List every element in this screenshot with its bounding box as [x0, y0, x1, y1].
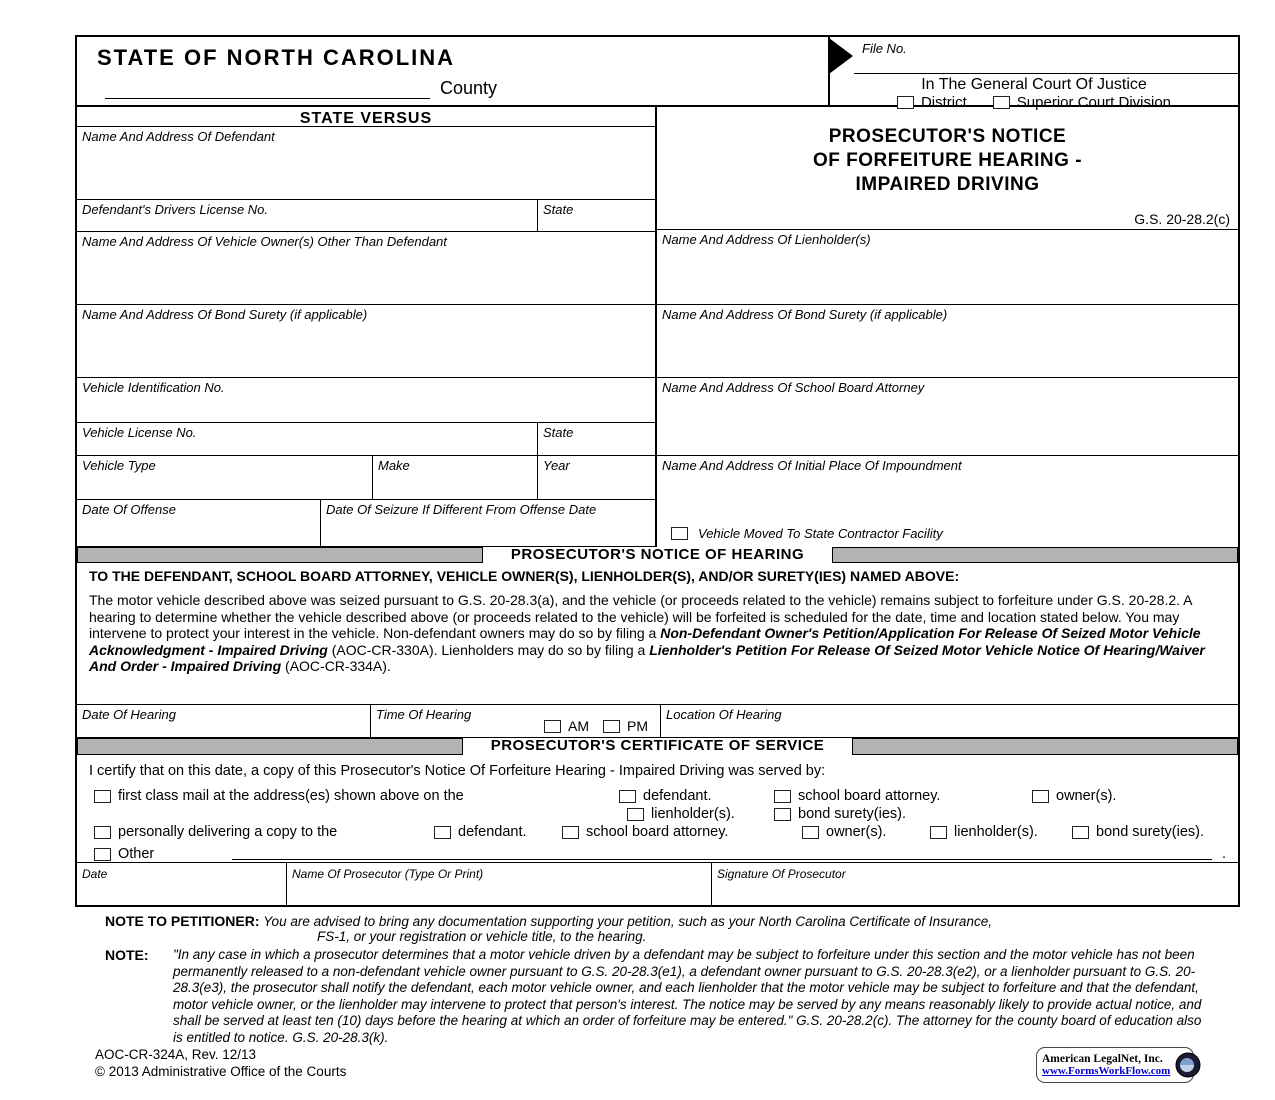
- date-seizure-field[interactable]: [320, 500, 655, 546]
- notice-heading: TO THE DEFENDANT, SCHOOL BOARD ATTORNEY, VEHICLE OWNER(S), LIENHOLDER(S), AND/OR SURETY(IES) NAMED ABOVE:: [89, 568, 960, 585]
- band2-gray-left: [77, 738, 463, 755]
- signature-row: [77, 863, 1238, 905]
- vehicle-moved-group: [671, 526, 943, 541]
- vehicle-type-row: [77, 456, 655, 500]
- certificate-of-service-section: [77, 755, 1238, 863]
- location-of-hearing-label: Location Of Hearing: [666, 707, 782, 723]
- personal-defendant-checkbox[interactable]: [434, 826, 451, 839]
- form-title-line3: IMPAIRED DRIVING: [855, 173, 1040, 195]
- pm-checkbox[interactable]: [603, 720, 620, 733]
- location-of-hearing-field[interactable]: [661, 705, 1238, 737]
- date-seizure-label: Date Of Seizure If Different From Offense Date: [326, 501, 597, 517]
- form-title-block: [657, 107, 1238, 230]
- am-label: AM: [568, 718, 589, 735]
- date-of-hearing-field[interactable]: [77, 705, 371, 737]
- other-label: Other: [118, 846, 155, 863]
- drivers-license-state-label: State: [543, 201, 574, 217]
- certificate-of-service-band: [77, 738, 1238, 755]
- other-period: .: [1221, 846, 1226, 863]
- first-class-mail-checkbox[interactable]: [94, 790, 111, 803]
- defendant-name-address-label: Name And Address Of Defendant: [82, 128, 275, 144]
- note-label: NOTE:: [105, 947, 149, 963]
- copyright-line: © 2013 Administrative Office of the Courts: [95, 1064, 347, 1079]
- state-title: STATE OF NORTH CAROLINA: [97, 45, 456, 70]
- note-to-petitioner-line1: [105, 913, 1220, 929]
- impoundment-field[interactable]: [657, 456, 1238, 547]
- personal-owners-label: owner(s).: [826, 824, 887, 841]
- drivers-license-row: [77, 200, 655, 232]
- date-offense-label: Date Of Offense: [82, 501, 176, 517]
- vehicle-license-field[interactable]: [77, 423, 537, 455]
- notice-text-block: [77, 563, 1238, 705]
- personal-delivery-label: personally delivering a copy to the: [118, 824, 338, 841]
- header-right: [830, 37, 1238, 111]
- notice-form2-name: Lienholder's Petition For Release Of Seized Motor Vehicle Notice Of Hearing/Waiver And Order - Impaired Driving: [89, 641, 1205, 675]
- form-header: [77, 37, 1238, 111]
- first-class-mail-label: first class mail at the address(es) shown above on the: [118, 788, 464, 805]
- notice-paragraph: [89, 592, 1226, 675]
- personal-school-board-label: school board attorney.: [586, 824, 729, 841]
- drivers-license-state-field[interactable]: [537, 200, 655, 231]
- county-label: County: [440, 77, 498, 98]
- legalnet-name: American LegalNet, Inc.: [1042, 1053, 1163, 1065]
- year-label: Year: [543, 457, 570, 473]
- drivers-license-label: Defendant's Drivers License No.: [82, 201, 269, 217]
- time-of-hearing-label: Time Of Hearing: [376, 707, 472, 723]
- statutory-note-row: [105, 947, 1220, 1046]
- court-line: In The General Court Of Justice: [921, 76, 1147, 93]
- date-of-hearing-label: Date Of Hearing: [82, 707, 176, 723]
- header-left: [77, 37, 830, 105]
- personal-bond-sureties-label: bond surety(ies).: [1096, 824, 1204, 841]
- mail-bond-sureties-label: bond surety(ies).: [798, 806, 906, 823]
- mail-defendant-checkbox[interactable]: [619, 790, 636, 803]
- other-service-row: [89, 846, 1226, 862]
- prosecutor-name-field[interactable]: [287, 863, 712, 905]
- vehicle-license-label: Vehicle License No.: [82, 424, 197, 440]
- file-no-label: File No.: [862, 41, 907, 56]
- mail-bond-sureties-checkbox[interactable]: [774, 808, 791, 821]
- personal-lienholders-label: lienholder(s).: [954, 824, 1038, 841]
- ampm-group: [544, 718, 648, 734]
- vehicle-license-row: [77, 423, 655, 456]
- notice-para-2: (AOC-CR-330A). Lienholders may do so by filing a: [327, 641, 650, 658]
- right-column: [655, 107, 1238, 547]
- signature-date-field[interactable]: [77, 863, 287, 905]
- date-offense-row: [77, 500, 655, 547]
- note-to-petitioner-label: NOTE TO PETITIONER:: [105, 913, 260, 929]
- vehicle-type-label: Vehicle Type: [82, 457, 156, 473]
- bond-surety-right-field[interactable]: [657, 305, 1238, 378]
- lienholder-label: Name And Address Of Lienholder(s): [662, 231, 871, 247]
- note-to-petitioner-text1: You are advised to bring any documentation supporting your petition, such as your North Carolina Certificate of Insurance,: [263, 914, 992, 929]
- notice-form1-name: Non-Defendant Owner's Petition/Application For Release Of Seized Motor Vehicle Acknowledgment - Impaired Driving: [89, 625, 1201, 658]
- notice-of-hearing-band: [77, 547, 1238, 564]
- legalnet-url-link[interactable]: www.FormsWorkFlow.com: [1042, 1065, 1171, 1077]
- state-versus-heading: STATE VERSUS: [77, 107, 655, 127]
- other-checkbox[interactable]: [94, 848, 111, 861]
- other-input-blank[interactable]: [232, 846, 1212, 860]
- vehicle-license-state-field[interactable]: [537, 423, 655, 455]
- statute-reference: G.S. 20-28.2(c): [1134, 210, 1230, 227]
- lienholder-field[interactable]: [657, 230, 1238, 305]
- prosecutor-signature-label: Signature Of Prosecutor: [717, 867, 846, 882]
- make-label: Make: [378, 457, 410, 473]
- service-band-title: PROSECUTOR'S CERTIFICATE OF SERVICE: [490, 737, 825, 755]
- form-title-line2: OF FORFEITURE HEARING -: [812, 149, 1083, 171]
- personal-owners-checkbox[interactable]: [802, 826, 819, 839]
- band-gray-left: [77, 547, 483, 564]
- band-gray-right: [832, 547, 1238, 564]
- personal-lienholders-checkbox[interactable]: [930, 826, 947, 839]
- drivers-license-field[interactable]: [77, 200, 537, 231]
- vin-field[interactable]: [77, 378, 655, 423]
- time-of-hearing-field[interactable]: [371, 705, 661, 737]
- school-board-attorney-label: Name And Address Of School Board Attorney: [662, 379, 925, 395]
- bond-surety-left-label: Name And Address Of Bond Surety (if applicable): [82, 306, 368, 322]
- county-input-blank[interactable]: [105, 81, 430, 99]
- hearing-row: [77, 705, 1238, 738]
- form-footer: [95, 1046, 346, 1080]
- prosecutor-name-label: Name Of Prosecutor (Type Or Print): [292, 867, 484, 882]
- notice-para-1: The motor vehicle described above was seized pursuant to G.S. 20-28.3(a), and the vehicle (or proceeds related to the vehicle) remains subject to forfeiture under G.S. 20-28.2. A hearing to determine whether the vehicle described above (or proceeds related to the vehicle) will be forfeited is scheduled for the date, time and location stated below. You may intervene to protect your interest in the vehicle. Non-defendant owners may do so by filing a: [89, 592, 1192, 642]
- mail-school-board-checkbox[interactable]: [774, 790, 791, 803]
- mail-defendant-label: defendant.: [643, 788, 712, 805]
- vin-label: Vehicle Identification No.: [82, 379, 225, 395]
- mail-owners-label: owner(s).: [1056, 788, 1117, 805]
- school-board-attorney-field[interactable]: [657, 378, 1238, 456]
- make-field[interactable]: [372, 456, 537, 499]
- notes-section: [105, 913, 1220, 1046]
- personal-school-board-checkbox[interactable]: [562, 826, 579, 839]
- signature-date-label: Date: [82, 867, 108, 882]
- mail-school-board-label: school board attorney.: [798, 788, 941, 805]
- vehicle-license-state-label: State: [543, 424, 574, 440]
- legalnet-globe-icon: [1175, 1052, 1201, 1078]
- main-grid: [77, 107, 1238, 547]
- vehicle-moved-label: Vehicle Moved To State Contractor Facility: [698, 525, 943, 541]
- district-label: District: [920, 94, 967, 111]
- county-line: [105, 78, 497, 99]
- file-no-input-blank[interactable]: [854, 73, 1238, 74]
- form-outer-box: [75, 35, 1240, 907]
- vehicle-owner-label: Name And Address Of Vehicle Owner(s) Other Than Defendant: [82, 233, 447, 249]
- mail-owners-checkbox[interactable]: [1032, 790, 1049, 803]
- personal-defendant-label: defendant.: [458, 824, 527, 841]
- note-text: "In any case in which a prosecutor determines that a motor vehicle driven by a defendant may be subject to forfeiture under this section and the motor vehicle has not been permanently released to a non-defendant vehicle owner pursuant to G.S. 20-28.3(e1), a defendant owner pursuant to G.S. 20-28.3(e2), or a lienholder pursuant to G.S. 20-28.3(e3), the prosecutor shall notify the defendant, each motor vehicle owner, and each lienholder that the motor vehicle may be subject to forfeiture and that the defendant, motor vehicle owner, or the lienholder may intervene to protect that person's interest. The notice may be served by any means reasonably likely to provide actual notice, and shall be served at least ten (10) days before the hearing at which an order of forfeiture may be entered." G.S. 20-28.2(c). The attorney for the county board of education also is entitled to notice. G.S. 20-28.3(k).: [173, 947, 1202, 1045]
- mail-lienholders-checkbox[interactable]: [627, 808, 644, 821]
- bond-surety-left-field[interactable]: [77, 305, 655, 378]
- defendant-name-address-field[interactable]: [77, 127, 655, 200]
- date-offense-field[interactable]: [77, 500, 320, 546]
- impoundment-label: Name And Address Of Initial Place Of Impoundment: [662, 457, 962, 473]
- am-checkbox[interactable]: [544, 720, 561, 733]
- personal-bond-sureties-checkbox[interactable]: [1072, 826, 1089, 839]
- file-no-arrow-icon: [829, 38, 853, 74]
- certify-statement: I certify that on this date, a copy of this Prosecutor's Notice Of Forfeiture Hearing - Impaired Driving was served by:: [89, 763, 826, 780]
- form-number: AOC-CR-324A, Rev. 12/13: [95, 1047, 257, 1062]
- year-field[interactable]: [537, 456, 655, 499]
- legalnet-badge: [1036, 1047, 1194, 1083]
- form-title-line1: PROSECUTOR'S NOTICE: [828, 125, 1067, 147]
- bond-surety-right-label: Name And Address Of Bond Surety (if applicable): [662, 306, 948, 322]
- vehicle-moved-checkbox[interactable]: [671, 527, 688, 540]
- notice-para-3: (AOC-CR-334A).: [281, 658, 391, 675]
- vehicle-owner-field[interactable]: [77, 232, 655, 305]
- vehicle-type-field[interactable]: [77, 456, 372, 499]
- mail-lienholders-label: lienholder(s).: [651, 806, 735, 823]
- band2-gray-right: [852, 738, 1238, 755]
- note-to-petitioner-text2: FS-1, or your registration or vehicle title, to the hearing.: [317, 929, 647, 944]
- personal-delivery-checkbox[interactable]: [94, 826, 111, 839]
- superior-label: Superior Court Division: [1016, 94, 1172, 111]
- prosecutor-signature-field[interactable]: [712, 863, 1238, 905]
- pm-label: PM: [627, 718, 648, 735]
- notice-band-title: PROSECUTOR'S NOTICE OF HEARING: [510, 545, 805, 563]
- left-column: [77, 107, 655, 547]
